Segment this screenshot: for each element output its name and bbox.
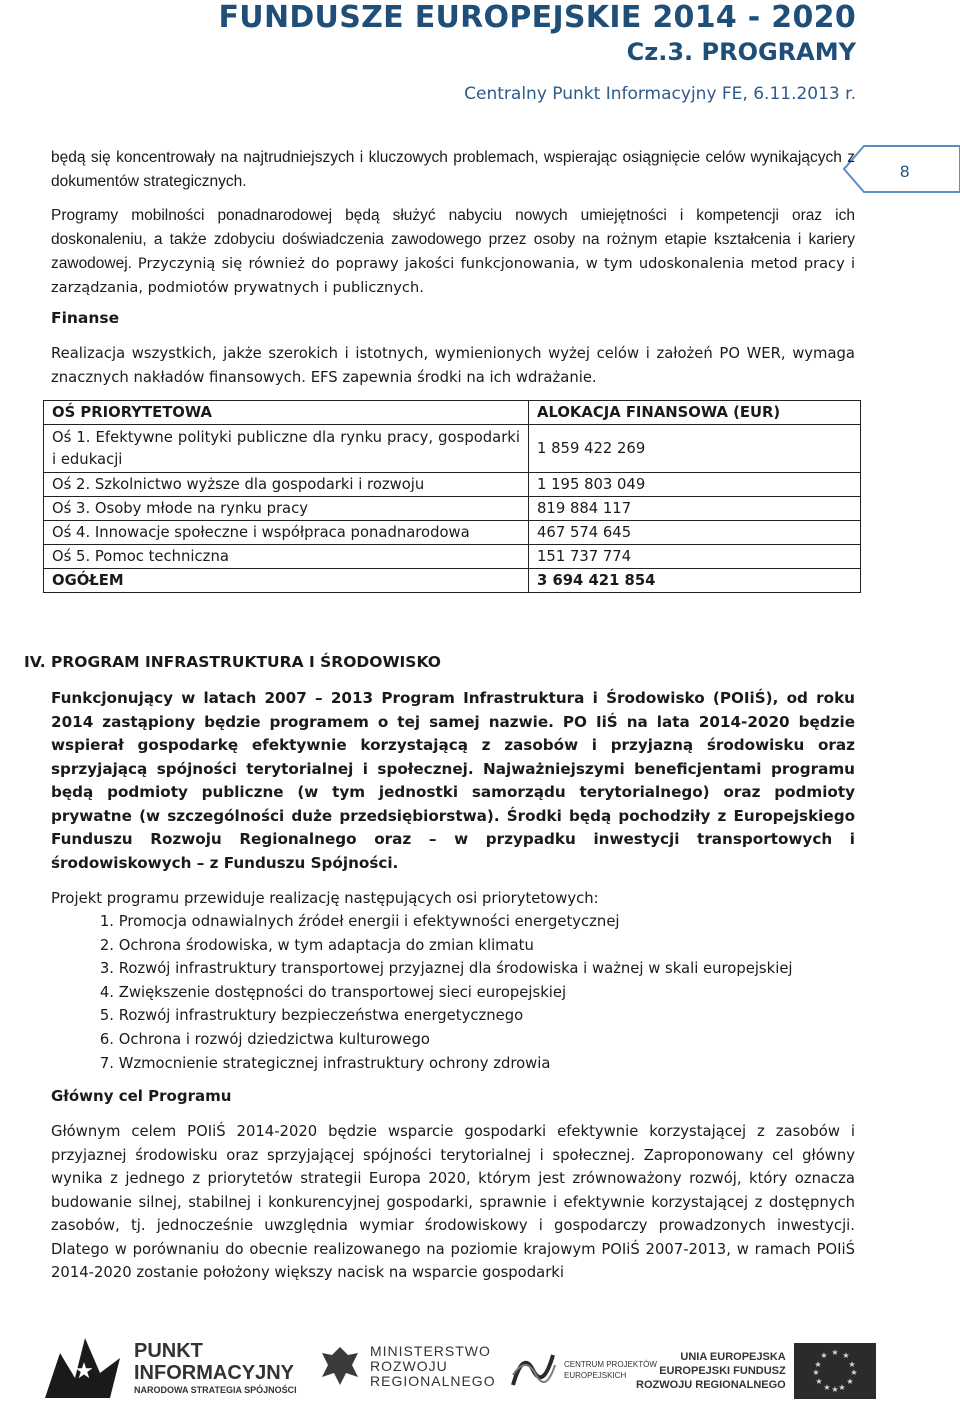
- svg-text:★: ★: [846, 1377, 854, 1386]
- logo-cpe: CENTRUM PROJEKTÓW EUROPEJSKICH: [508, 1345, 657, 1395]
- document-part: Cz.3. PROGRAMY: [626, 38, 856, 66]
- svg-text:★: ★: [831, 1348, 839, 1357]
- finanse-heading: Finanse: [51, 309, 120, 327]
- table-header-allocation: ALOKACJA FINANSOWA (EUR): [529, 401, 861, 425]
- table-header-axis: OŚ PRIORYTETOWA: [44, 401, 529, 425]
- axes-intro: Projekt programu przewiduje realizację następujących osi priorytetowych:: [51, 890, 599, 907]
- table-header-row: [44, 401, 861, 425]
- svg-text:★: ★: [848, 1360, 856, 1369]
- page-number-tag: [842, 144, 960, 194]
- table-row: [44, 521, 861, 545]
- svg-text:★: ★: [74, 1359, 94, 1384]
- table-cell-value: 151 737 774: [529, 545, 861, 569]
- table-row: [44, 425, 861, 473]
- table-row: [44, 497, 861, 521]
- document-source: Centralny Punkt Informacyjny FE, 6.11.2013 r.: [464, 84, 856, 104]
- list-item: 1. Promocja odnawialnych źródeł energii i efektywności energetycznej: [99, 913, 620, 930]
- list-item: 2. Ochrona środowiska, w tym adaptacja do zmian klimatu: [99, 936, 534, 954]
- svg-text:★: ★: [820, 1351, 828, 1360]
- eu-flag-icon: [794, 1343, 876, 1399]
- eu-flag-star-icon: [40, 1333, 128, 1403]
- list-item: 4. Zwiększenie dostępności do transportowej sieci europejskiej: [99, 983, 567, 1001]
- logo-punkt-informacyjny: ★ PUNKT INFORMACYJNY NARODOWA STRATEGIA SPÓJNOŚCI: [40, 1333, 297, 1403]
- table-row: [44, 545, 861, 569]
- list-item: 5. Rozwój infrastruktury bezpieczeństwa energetycznego: [99, 1007, 524, 1025]
- table-cell-axis: Oś 4. Innowacje społeczne i współpraca ponadnarodowa: [44, 521, 529, 545]
- list-item: 6. Ochrona i rozwój dziedzictwa kulturowego: [99, 1030, 430, 1048]
- goal-heading: Główny cel Programu: [51, 1087, 232, 1105]
- table-cell-value: 819 884 117: [529, 497, 861, 521]
- table-total-row: [44, 569, 861, 593]
- section-bold-intro: Funkcjonujący w latach 2007 – 2013 Program Infrastruktura i Środowisko (POIiŚ), od roku 2014 zastąpiony będzie programem o tej samej nazwie. PO IiŚ na lata 2014-2020 będzie wspierał gospodarkę efektywnie korzystającą z zasobów i przyjazną środowisku oraz sprzyjającą spójności terytorialnej i społecznej. Najważniejszymi beneficjentami programu będą podmioty publiczne (w tym jednostki samorządu terytorialnego) oraz podmioty prywatne (w szczególności duże przedsiębiorstwa). Środki będą pochodziły z Europejskiego Funduszu Rozwoju Regionalnego oraz – w przypadku inwestycji transportowych i środowiskowych – z Funduszu Spójności.: [51, 689, 855, 872]
- table-total-label: OGÓŁEM: [44, 569, 529, 593]
- svg-text:★: ★: [823, 1383, 831, 1392]
- logo-eu-efrr: UNIA EUROPEJSKA EUROPEJSKI FUNDUSZ ROZWOJU REGIONALNEGO ★ ★ ★ ★ ★ ★ ★ ★ ★ ★ ★ ★: [636, 1343, 876, 1399]
- svg-text:★: ★: [814, 1360, 822, 1369]
- goal-paragraph: Głównym celem POIiŚ 2014-2020 będzie wsparcie gospodarki efektywnie korzystającej z zasobów i przyjaznej środowisku oraz sprzyjającej spójności terytorialnej i społecznej. Zaproponowany cel główny wynika z jednego z priorytetów strategii Europa 2020, którym jest zrównoważony rozwój, który oznacza budowanie silnej, stabilnej i konkurencyjnej gospodarki, sprawnie i efektywnie korzystającej z dostępnych zasobów, tj. jednocześnie uwzględnia wymiar środowiskowy i gospodarczy prowadzonych inwestycji. Dlatego w porównaniu do obecnie realizowanego na poziomie krajowym POIiŚ 2007-2013, w ramach POIiŚ 2014-2020 zostanie położony większy nacisk na wsparcie gospodarki: [51, 1123, 855, 1281]
- table-total-value: 3 694 421 854: [529, 569, 861, 593]
- svg-text:★: ★: [812, 1368, 820, 1377]
- priority-axes-list: [51, 910, 793, 1075]
- paragraph-mobility-part1: Programy mobilności ponadnarodowej będą służyć nabyciu nowych umiejętności i kompetencji oraz ich doskonaleniu, a także zdobyciu doświadczenia zawodowego przez osoby na rożnym etapie kształcenia i kariery zawodowej.: [51, 207, 855, 272]
- svg-text:★: ★: [850, 1368, 858, 1377]
- table-cell-value: 1 859 422 269: [529, 425, 861, 473]
- svg-text:★: ★: [815, 1377, 823, 1386]
- paragraph-mobility-part2: Przyczynią się również do poprawy jakości funkcjonowania, w tym udoskonalenia metod pracy i zarządzania, podmiotów prywatnych i publicznych.: [51, 255, 856, 296]
- table-cell-axis: Oś 1. Efektywne polityki publiczne dla rynku pracy, gospodarki i edukacji: [44, 425, 529, 473]
- section-title: PROGRAM INFRASTRUKTURA I ŚRODOWISKO: [51, 653, 441, 671]
- footer-logos: [0, 1325, 960, 1415]
- svg-text:★: ★: [842, 1351, 850, 1360]
- table-cell-value: 1 195 803 049: [529, 473, 861, 497]
- paragraph-intro: będą się koncentrowały na najtrudniejszych i kluczowych problemach, wspierając osiągnięcie celów wynikających z dokumentów strategicznych.: [51, 149, 855, 190]
- allocation-table: [43, 400, 861, 593]
- svg-text:★: ★: [838, 1383, 846, 1392]
- svg-text:★: ★: [831, 1385, 839, 1394]
- document-title: FUNDUSZE EUROPEJSKIE 2014 - 2020: [218, 0, 856, 35]
- table-cell-axis: Oś 5. Pomoc techniczna: [44, 545, 529, 569]
- table-cell-axis: Oś 3. Osoby młode na rynku pracy: [44, 497, 529, 521]
- table-cell-axis: Oś 2. Szkolnictwo wyższe dla gospodarki i rozwoju: [44, 473, 529, 497]
- list-item: 7. Wzmocnienie strategicznej infrastruktury ochrony zdrowia: [99, 1054, 551, 1072]
- cpe-swirl-icon: [508, 1345, 558, 1395]
- page-number: 8: [900, 162, 910, 181]
- eagle-emblem-icon: [318, 1343, 362, 1389]
- paragraph-mobility: [51, 204, 855, 300]
- list-item: 3. Rozwój infrastruktury transportowej przyjaznej dla środowiska i ważnej w skali europejskiej: [99, 960, 793, 978]
- table-row: [44, 473, 861, 497]
- table-cell-value: 467 574 645: [529, 521, 861, 545]
- logo-ministerstwo: MINISTERSTWO ROZWOJU REGIONALNEGO: [318, 1343, 496, 1389]
- section-number: IV.: [24, 653, 46, 671]
- finanse-paragraph: Realizacja wszystkich, jakże szerokich i istotnych, wymienionych wyżej celów i założeń PO WER, wymaga znacznych nakładów finansowych. EFS zapewnia środki na ich wdrażanie.: [51, 345, 855, 386]
